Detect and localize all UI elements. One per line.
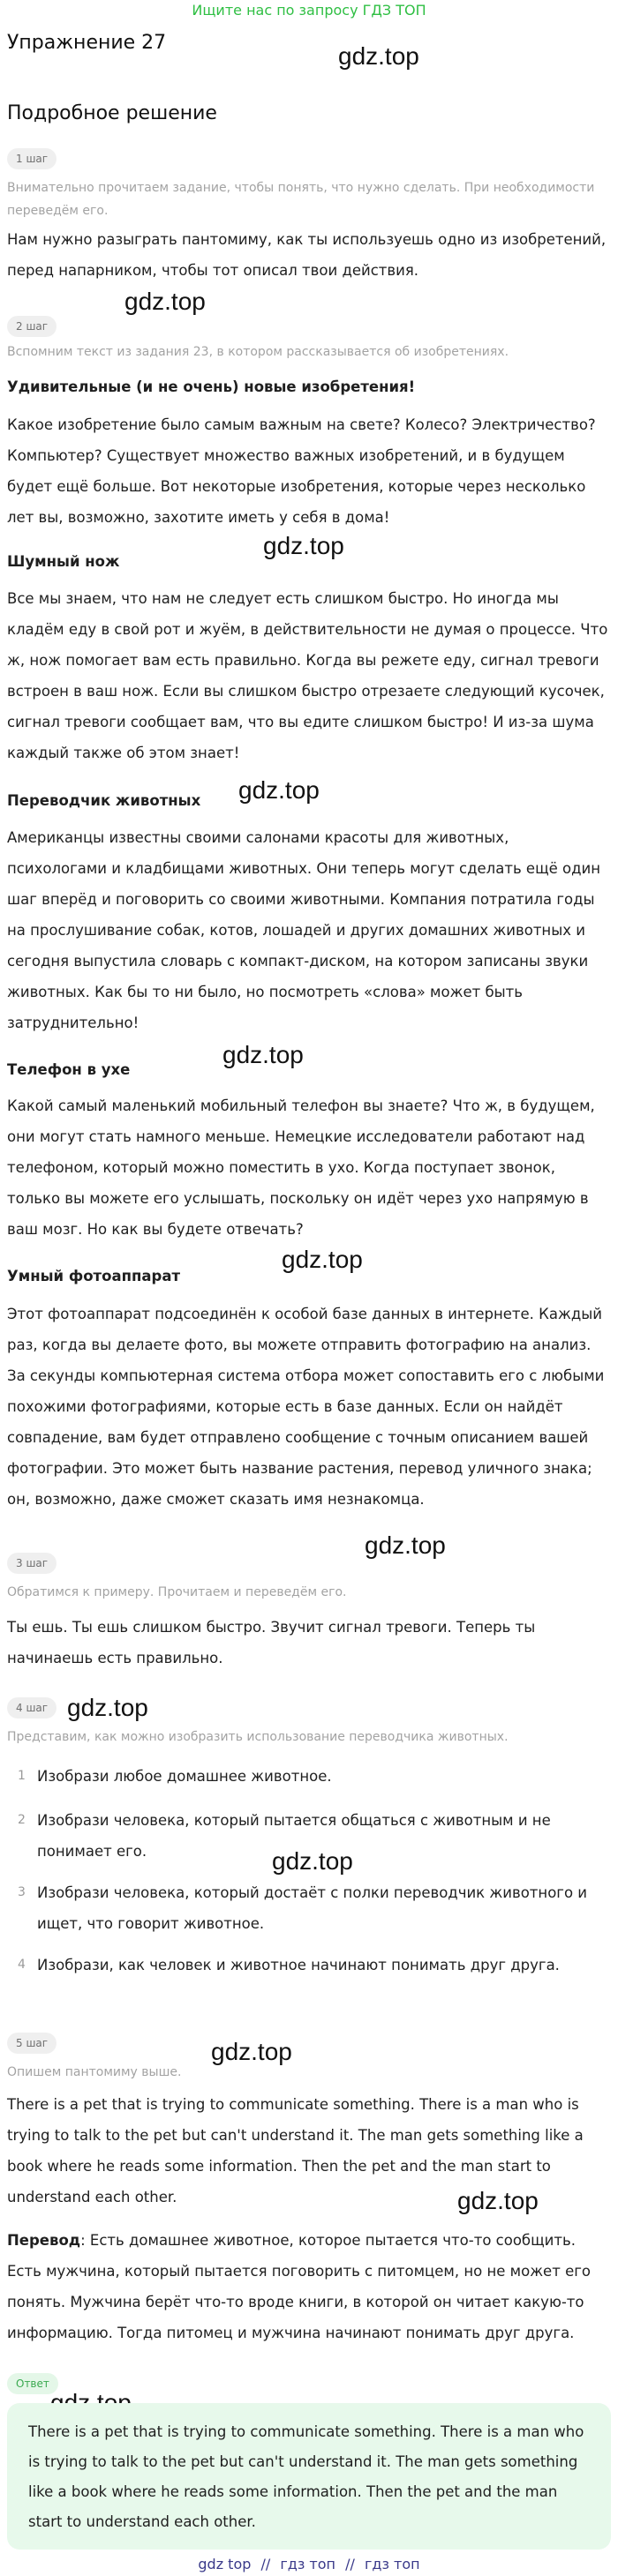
footer-separator: // xyxy=(260,2556,271,2572)
watermark: gdz.top xyxy=(211,2038,292,2065)
watermark: gdz.top xyxy=(272,1847,353,1875)
step-5-text: There is a pet that is trying to communicate something. There is a man who is trying to talk to the pet but can't understand it. The man gets something like a book where he reads some information. Then the pet and the man start to understand each other. xyxy=(7,2096,584,2205)
list-item-text: Изобрази любое домашнее животное. xyxy=(37,1768,332,1785)
step-3-text: Ты ешь. Ты ешь слишком быстро. Звучит сигнал тревоги. Теперь ты начинаешь есть правильно. xyxy=(7,1619,536,1666)
step-badge-4: 4 шаг xyxy=(7,1697,57,1719)
step-2-hint: Вспомним текст из задания 23, в котором рассказывается об изобретениях. xyxy=(7,345,509,359)
step-badge-2: 2 шаг xyxy=(7,316,57,337)
subheading-camera: Умный фотоаппарат xyxy=(7,1268,181,1284)
watermark: gdz.top xyxy=(365,1531,446,1559)
list-item xyxy=(7,1761,611,1792)
watermark: gdz.top xyxy=(222,1041,304,1068)
footer-links xyxy=(0,2553,618,2576)
knife-text: Все мы знаем, что нам не следует есть слишком быстро. Но иногда мы кладём еду в свой рот и жуём, в действительности не думая о процессе. Что ж, нож помогает вам есть правильно. Когда вы режете еду, сигнал тревоги встроен в ваш нож. Если вы слишком быстро отрезаете следующий кусочек, сигнал тревоги сообщает вам, что вы едите слишком быстро! И из-за шума каждый также об этом знает! xyxy=(7,590,608,761)
footer-link-gdz-top[interactable]: gdz top xyxy=(198,2556,252,2572)
phone-text: Какой самый маленький мобильный телефон вы знаете? Что ж, в будущем, они могут стать намного меньше. Немецкие исследователи работают над телефоном, который можно поместить в ухо. Когда поступает звонок, только вы можете его услышать, поскольку он идёт через ухо напрямую в ваш мозг. Но как вы будете отвечать? xyxy=(7,1097,595,1238)
watermark: gdz.top xyxy=(338,42,419,70)
translator-text: Американцы известны своими салонами красоты для животных, психологами и кладбищами животных. Они теперь могут сделать ещё один шаг вперёд и поговорить со своими животными. Компания потратила годы на прослушивание собак, котов, лошадей и других домашних животных и сегодня выпустила словарь с компакт-диском, на котором записаны звуки животных. Как бы то ни было, но посмотреть «слова» может быть затруднительно! xyxy=(7,829,601,1031)
subheading-knife: Шумный нож xyxy=(7,553,120,570)
translation-label: Перевод xyxy=(7,2232,81,2249)
answer-badge: Ответ xyxy=(7,2373,58,2394)
watermark: gdz.top xyxy=(238,776,320,804)
footer-separator: // xyxy=(345,2556,355,2572)
page-title: Упражнение 27 xyxy=(7,32,167,54)
step-1-hint: Внимательно прочитаем задание, чтобы понять, что нужно сделать. При необходимости переведём его. xyxy=(7,181,595,218)
footer-link-gdz-top-ru-2[interactable]: гдз топ xyxy=(364,2556,420,2572)
list-item xyxy=(7,1950,611,1981)
answer-text: There is a pet that is trying to communicate something. There is a man who is trying to talk to the pet but can't understand it. The man gets something like a book where he reads some information. Then the pet and the man start to understand each other. xyxy=(28,2423,584,2530)
step-1-text: Нам нужно разыграть пантомиму, как ты используешь одно из изобретений, перед напарником, чтобы тот описал твои действия. xyxy=(7,231,607,279)
footer-link-gdz-top-ru[interactable]: гдз топ xyxy=(280,2556,335,2572)
answer-box xyxy=(7,2403,611,2550)
list-item-number: 2 xyxy=(18,1813,26,1827)
list-item-text: Изобрази, как человек и животное начинают понимать друг друга. xyxy=(37,1957,560,1973)
section-title: Подробное решение xyxy=(7,102,217,124)
watermark: gdz.top xyxy=(457,2187,539,2214)
article-intro: Какое изобретение было самым важным на свете? Колесо? Электричество? Компьютер? Существует множество важных изобретений, и в будущем будет ещё больше. Вот некоторые изобретения, которые через несколько лет вы, возможно, захотите иметь у себя в дома! xyxy=(7,416,596,526)
list-item-number: 4 xyxy=(18,1958,26,1972)
step-badge-1: 1 шаг xyxy=(7,148,57,169)
watermark: gdz.top xyxy=(124,288,206,315)
list-item-number: 1 xyxy=(18,1769,26,1783)
camera-text: Этот фотоаппарат подсоединён к особой базе данных в интернете. Каждый раз, когда вы делаете фото, вы можете отправить фотографию на анализ. За секунды компьютерная система отбора может сопоставить его с любыми похожими фотографиями, которые есть в базе данных. Если он найдёт совпадение, вам будет отправлено сообщение с точным описанием вашей фотографии. Это может быть название растения, перевод уличного знака; он, возможно, даже сможет сказать имя незнакомца. xyxy=(7,1306,605,1508)
step-3-hint: Обратимся к примеру. Прочитаем и переведём его. xyxy=(7,1585,347,1599)
list-item-number: 3 xyxy=(18,1885,26,1899)
list-item-text: Изобрази человека, который достаёт с полки переводчик животного и ищет, что говорит животное. xyxy=(37,1884,588,1932)
step-badge-3: 3 шаг xyxy=(7,1553,57,1574)
watermark: gdz.top xyxy=(67,1694,148,1721)
watermark: gdz.top xyxy=(282,1246,363,1273)
watermark: gdz.top xyxy=(263,532,344,559)
translation-text xyxy=(7,2225,611,2348)
list-item-text: Изобрази человека, который пытается общаться с животным и не понимает его. xyxy=(37,1812,551,1860)
top-banner: Ищите нас по запросу ГДЗ ТОП xyxy=(192,2,426,19)
subheading-phone: Телефон в ухе xyxy=(7,1061,131,1078)
subheading-translator: Переводчик животных xyxy=(7,792,201,809)
step-5-hint: Опишем пантомиму выше. xyxy=(7,2065,182,2079)
article-heading: Удивительные (и не очень) новые изобретения! xyxy=(7,378,416,395)
list-item xyxy=(7,1877,611,1939)
translation-body: : Есть домашнее животное, которое пытается что-то сообщить. Есть мужчина, который пытается поговорить с питомцем, но не может его понять. Мужчина берёт что-то вроде книги, в которой он читает какую-то информацию. Тогда питомец и мужчина начинают понимать друг друга. xyxy=(7,2232,591,2341)
step-badge-5: 5 шаг xyxy=(7,2033,57,2054)
step-4-hint: Представим, как можно изобразить использование переводчика животных. xyxy=(7,1730,509,1744)
